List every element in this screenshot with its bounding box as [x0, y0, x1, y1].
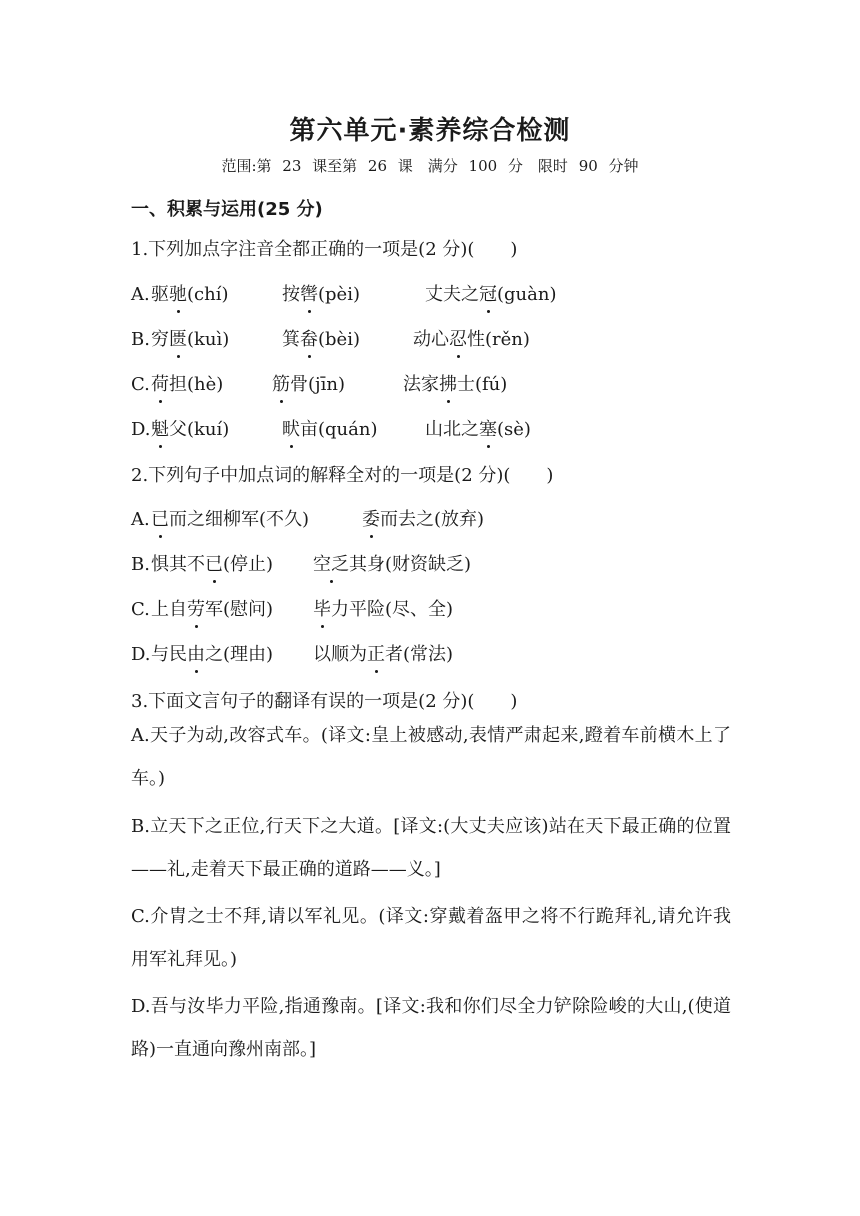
- emphasis-dot-char: 匮: [169, 327, 187, 353]
- emphasis-dot-char: 畎: [282, 417, 300, 443]
- question-2-stem: 2.下列句子中加点词的解释全对的一项是(2 分)( ): [131, 465, 554, 486]
- option-label: B.: [131, 329, 150, 350]
- emphasis-dot-char: 正: [367, 642, 385, 668]
- question-3-option-c: C.介胄之士不拜,请以军礼见。(译文:穿戴着盔甲之将不行跪拜礼,请允许我用军礼拜见。): [131, 906, 731, 970]
- emphasis-dot-char: 毕: [313, 597, 331, 623]
- option-item: 山北之塞(sè): [425, 417, 531, 443]
- emphasis-dot-char: 委: [362, 507, 380, 533]
- emphasis-dot-char: 荷: [151, 372, 169, 398]
- option-item: 动心忍性(rěn): [413, 327, 530, 353]
- option-label: B.: [131, 554, 150, 575]
- emphasis-dot-char: 忍: [449, 327, 467, 353]
- option-label: A.: [131, 509, 150, 530]
- option-label: A.: [131, 284, 150, 305]
- emphasis-dot-char: 筋: [272, 372, 290, 398]
- option-item: 上自劳军(慰问): [151, 597, 273, 623]
- question-1-stem: 1.下列加点字注音全都正确的一项是(2 分)( ): [131, 239, 518, 260]
- option-label: D.: [131, 644, 151, 665]
- question-3-option-d: D.吾与汝毕力平险,指通豫南。[译文:我和你们尽全力铲除险峻的大山,(使道路)一直通向豫州南部。]: [131, 996, 731, 1060]
- option-item: 以顺为正者(常法): [313, 642, 453, 668]
- exam-scope-info: 范围:第 23 课至第 26 课 满分 100 分 限时 90 分钟: [221, 157, 639, 175]
- option-item: 魁父(kuí): [151, 417, 229, 443]
- emphasis-dot-char: 驰: [169, 282, 187, 308]
- question-3-option-b: B.立天下之正位,行天下之大道。[译文:(大丈夫应该)站在天下最正确的位置——礼,走着天下最正确的道路——义。]: [131, 816, 731, 880]
- option-item: 丈夫之冠(guàn): [425, 282, 556, 308]
- option-item: 毕力平险(尽、全): [313, 597, 453, 623]
- option-item: 箕畚(bèi): [282, 327, 360, 353]
- option-item: 惧其不已(停止): [151, 552, 273, 578]
- option-label: C.: [131, 599, 150, 620]
- emphasis-dot-char: 已: [205, 552, 223, 578]
- emphasis-dot-char: 拂: [439, 372, 457, 398]
- option-item: 穷匮(kuì): [151, 327, 229, 353]
- emphasis-dot-char: 魁: [151, 417, 169, 443]
- option-item: 与民由之(理由): [151, 642, 273, 668]
- option-item: 驱驰(chí): [151, 282, 228, 308]
- option-item: 畎亩(quán): [282, 417, 377, 443]
- option-item: 已而之细柳军(不久): [151, 507, 309, 533]
- option-item: 法家拂士(fú): [403, 372, 507, 398]
- emphasis-dot-char: 已: [151, 507, 169, 533]
- option-label: D.: [131, 419, 151, 440]
- emphasis-dot-char: 辔: [300, 282, 318, 308]
- emphasis-dot-char: 冠: [479, 282, 497, 308]
- emphasis-dot-char: 畚: [300, 327, 318, 353]
- option-item: 按辔(pèi): [282, 282, 360, 308]
- option-item: 委而去之(放弃): [362, 507, 484, 533]
- emphasis-dot-char: 劳: [187, 597, 205, 623]
- option-label: C.: [131, 374, 150, 395]
- option-item: 荷担(hè): [151, 372, 223, 398]
- option-item: 筋骨(jīn): [272, 372, 345, 398]
- question-3-option-a: A.天子为动,改容式车。(译文:皇上被感动,表情严肃起来,蹬着车前横木上了车。): [131, 725, 731, 789]
- emphasis-dot-char: 由: [187, 642, 205, 668]
- emphasis-dot-char: 空乏: [313, 552, 349, 578]
- emphasis-dot-char: 塞: [479, 417, 497, 443]
- question-3-stem: 3.下面文言句子的翻译有误的一项是(2 分)( ): [131, 691, 518, 712]
- section-heading: 一、积累与运用(25 分): [131, 199, 323, 220]
- option-item: 空乏其身(财资缺乏): [313, 552, 471, 578]
- page-title: 第六单元·素养综合检测: [289, 116, 571, 146]
